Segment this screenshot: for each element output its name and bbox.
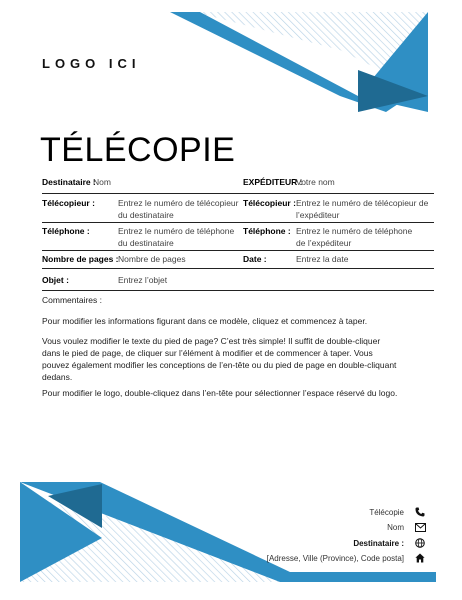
telephone-dest-value[interactable]: Entrez le numéro de téléphone du destinataire (118, 226, 235, 248)
objet-label: Objet : (42, 275, 69, 285)
date-value[interactable]: Entrez la date (296, 254, 349, 264)
page-title: TÉLÉCOPIE (40, 131, 236, 169)
destinataire-value[interactable]: Nom (93, 177, 111, 187)
footer-nom-text[interactable]: Nom (387, 522, 404, 532)
envelope-icon (414, 521, 426, 533)
footer-telecopie (369, 506, 426, 518)
expediteur-value[interactable]: Votre nom (296, 177, 335, 187)
footer-destinataire-text[interactable]: Destinataire : (353, 538, 404, 548)
telecopieur-exp-label: Télécopieur : (243, 198, 296, 208)
footer-nom (387, 521, 426, 533)
commentaires-label: Commentaires : (42, 295, 102, 305)
row-divider (42, 250, 434, 251)
row-divider (42, 193, 434, 194)
logo-placeholder[interactable]: LOGO ICI (42, 56, 141, 71)
footer-adresse (267, 552, 426, 564)
telecopieur-dest-value[interactable]: Entrez le numéro de télécopieur du destinataire (118, 198, 239, 220)
footer-telecopie-text[interactable]: Télécopie (369, 507, 404, 517)
nombre-pages-value[interactable]: Nombre de pages (118, 254, 186, 264)
telephone-exp-value[interactable]: Entrez le numéro de téléphone de l’expéditeur (296, 226, 413, 248)
telephone-exp-label: Téléphone : (243, 226, 291, 236)
row-divider (42, 290, 434, 291)
destinataire-label: Destinataire : (42, 177, 96, 187)
expediteur-label: EXPÉDITEUR : (243, 177, 303, 187)
home-icon (414, 552, 426, 564)
telecopieur-dest-label: Télécopieur : (42, 198, 95, 208)
globe-icon (414, 537, 426, 549)
footer-adresse-text[interactable]: [Adresse, Ville (Province), Code posta] (266, 553, 404, 563)
body-paragraph-3[interactable]: Pour modifier le logo, double-cliquez dans l’en-tête pour sélectionner l’espace réservé du logo. (42, 388, 398, 398)
phone-icon (414, 506, 426, 518)
row-divider (42, 268, 434, 269)
footer-destinataire (353, 537, 426, 549)
body-paragraph-2[interactable]: Vous voulez modifier le texte du pied de page? C’est très simple! Il suffit de double-cliquer dans le pied de page, de cliquer sur l’élément à modifier et de commencer à taper. Vous pouvez également modifier les conceptions de l’en-tête ou du pied de page en double-cliquant dedans. (42, 336, 397, 382)
body-paragraph-1[interactable]: Pour modifier les informations figurant dans ce modèle, cliquez et commencez à taper. (42, 316, 368, 326)
nombre-pages-label: Nombre de pages : (42, 254, 119, 264)
row-divider (42, 222, 434, 223)
telephone-dest-label: Téléphone : (42, 226, 90, 236)
date-label: Date : (243, 254, 267, 264)
objet-value[interactable]: Entrez l’objet (118, 275, 168, 285)
telecopieur-exp-value[interactable]: Entrez le numéro de télécopieur de l’expéditeur (296, 198, 429, 220)
